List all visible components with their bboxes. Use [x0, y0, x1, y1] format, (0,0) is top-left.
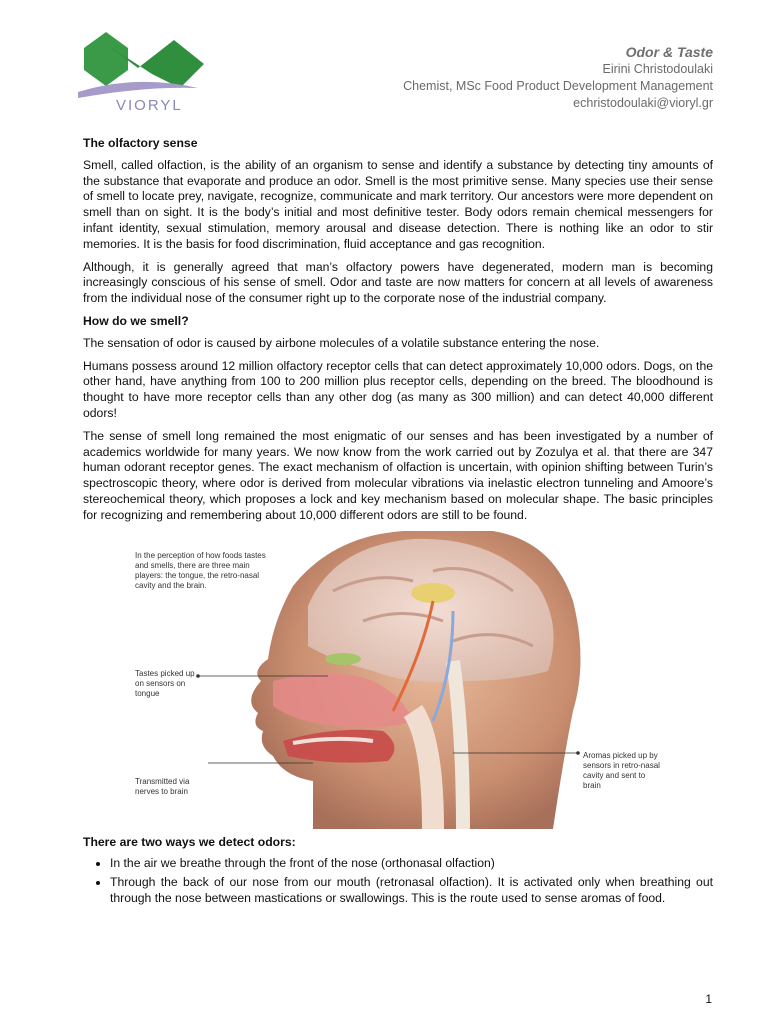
author-role: Chemist, MSc Food Product Development Management [403, 79, 713, 93]
paragraph: Although, it is generally agreed that man’s olfactory powers have degenerated, modern man is becoming increasingly conscious of his sense of smell. Odor and taste are now matters for concern at all levels of awareness from the individual nose of the consumer right up to the corporate nose of the industrial company. [83, 259, 713, 306]
document-header [403, 44, 713, 112]
head-anatomy-figure [133, 531, 693, 829]
figure-label-tastes: Tastes picked up on sensors on tongue [135, 668, 195, 698]
paragraph: The sensation of odor is caused by airbone molecules of a volatile substance entering the nose. [83, 335, 600, 350]
author-name: Eirini Christodoulaki [602, 62, 713, 76]
list-item: • Through the back of our nose from our mouth (retronasal olfaction). It is activated only when breathing out through the nose between mastications or swallowings. This is the route used to sense aromas of food. [110, 875, 713, 907]
section-heading-olfactory: The olfactory sense [83, 136, 198, 150]
figure-label-aromas: Aromas picked up by sensors in retro-nasal cavity and sent to brain [583, 750, 660, 790]
odor-detection-list [83, 856, 713, 906]
figure-label-transmitted: Transmitted via nerves to brain [135, 776, 190, 796]
paragraph: Smell, called olfaction, is the ability of an organism to sense and identify a substance by detecting tiny amounts of the substance that evaporate and produce an odor. Smell is the most primitive sense. Many species use their sense of smell to locate prey, navigate, recognize, communicate and mark territory. Our ancestors were more dependent on smell than on sight. It is the body’s initial and most definitive tester. Body odors remain chemical messengers for infant identity, sexual stimulation, memory arousal and disease detection. There is nothing like an odor to stir memories. It is the basis for food discrimination, fluid acceptance and gas recognition. [83, 157, 713, 251]
document-body [83, 136, 713, 910]
list-item: • In the air we breathe through the front of the nose (orthonasal olfaction) [110, 856, 713, 872]
doc-title: Odor & Taste [625, 44, 713, 60]
paragraph: The sense of smell long remained the most enigmatic of our senses and has been investigated by a number of academics worldwide for many years. We now know from the work carried out by Zozulya et al. that there are 347 human odorant receptor genes. The exact mechanism of olfaction is uncertain, with opinion shifting between Turin’s spectroscopic theory, where odor is derived from molecular vibrations via inelastic electron tunneling and Amoore’s stereochemical theory, which proposes a lock and key mechanism based on molecular shape. The basic principles for recognizing and remembering about 10,000 different odors are still to be found. [83, 428, 713, 522]
author-email[interactable]: echristodoulaki@vioryl.gr [573, 96, 713, 110]
paragraph: Humans possess around 12 million olfactory receptor cells that can detect approximately 10,000 odors. Dogs, on the other hand, have anything from 100 to 200 million plus receptor cells, depending on the breed. The bloodhound is thought to have more receptor cells than any other dog (as many as 300 million) and can detect 40,000 different odors! [83, 358, 713, 420]
logo-text: VIORYL [116, 97, 183, 114]
section-heading-two-ways: There are two ways we detect odors: [83, 834, 296, 849]
page-number: 1 [705, 992, 712, 1006]
figure-caption-intro: In the perception of how foods tastes and smells, there are three main players: the tongue, the retro-nasal cavity and the brain. [135, 550, 266, 590]
vioryl-logo [76, 30, 208, 114]
section-heading-how-smell: How do we smell? [83, 313, 189, 328]
